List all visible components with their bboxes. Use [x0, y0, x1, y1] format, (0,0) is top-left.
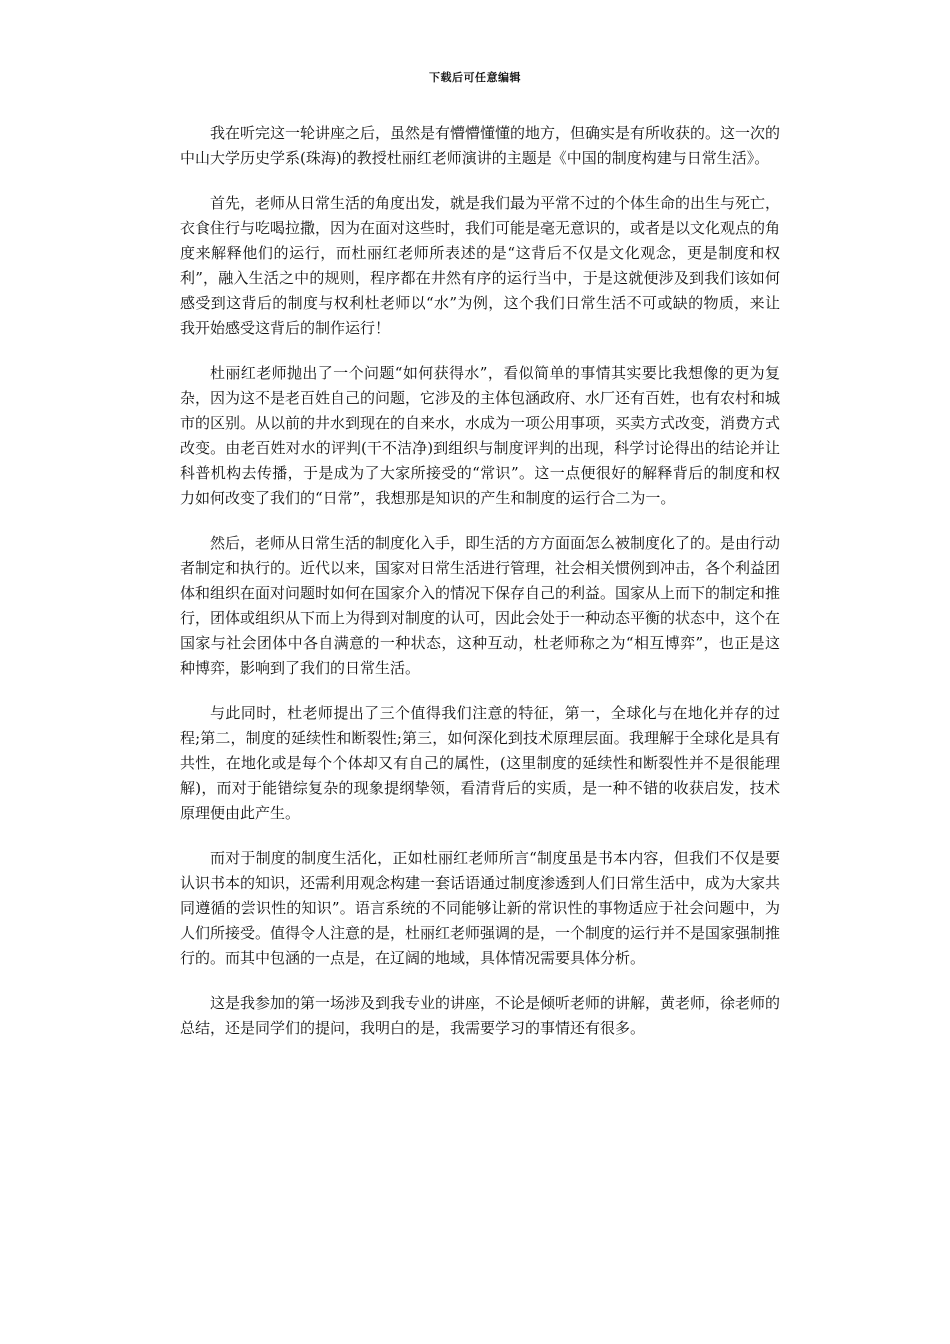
- paragraph-1: 我在听完这一轮讲座之后，虽然是有懵懵懂懂的地方，但确实是有所收获的。这一次的中山大学历史学系(珠海)的教授杜丽红老师演讲的主题是《中国的制度构建与日常生活》。: [180, 124, 781, 167]
- paragraph-7: 这是我参加的第一场涉及到我专业的讲座，不论是倾听老师的讲解，黄老师，徐老师的总结，还是同学们的提问，我明白的是，我需要学习的事情还有很多。: [180, 994, 781, 1037]
- paragraph-4: 然后，老师从日常生活的制度化入手，即生活的方方面面怎么被制度化了的。是由行动者制定和执行的。近代以来，国家对日常生活进行管理，社会相关惯例到冲击，各个利益团体和组织在面对问题时如何在国家介入的情况下保存自己的利益。国家从上而下的制定和推行，团体或组织从下而上为得到对制度的认可，因此会处于一种动态平衡的状态中，这个在国家与社会团体中各自满意的一种状态，这种互动，杜老师称之为“相互博弈”，也正是这种博弈，影响到了我们的日常生活。: [180, 534, 781, 677]
- paragraph-6: 而对于制度的制度生活化，正如杜丽红老师所言“制度虽是书本内容，但我们不仅是要认识书本的知识，还需利用观念构建一套话语通过制度渗透到人们日常生活中，成为大家共同遵循的尝识性的知识”。语言系统的不同能够让新的常识性的事物适应于社会问题中，为人们所接受。值得令人注意的是，杜丽红老师强调的是，一个制度的运行并不是国家强制推行的。而其中包涵的一点是，在辽阔的地域，具体情况需要具体分析。: [180, 849, 781, 967]
- header-note: 下载后可任意编辑: [429, 71, 521, 84]
- document-body: [180, 121, 780, 1061]
- paragraph-5: 与此同时，杜老师提出了三个值得我们注意的特征，第一，全球化与在地化并存的过程;第二，制度的延续性和断裂性;第三，如何深化到技术原理层面。我理解于全球化是具有共性，在地化或是每个个体却又有自己的属性，(这里制度的延续性和断裂性并不是很能理解)，而对于能错综复杂的现象提纲挚领，看清背后的实质，是一种不错的收获启发，技术原理便由此产生。: [180, 704, 780, 822]
- paragraph-2: 首先，老师从日常生活的角度出发，就是我们最为平常不过的个体生命的出生与死亡，衣食住行与吃喝拉撒，因为在面对这些时，我们可能是毫无意识的，或者是以文化观点的角度来解释他们的运行，而杜丽红老师所表述的是“这背后不仅是文化观念，更是制度和权利”，融入生活之中的规则，程序都在井然有序的运行当中，于是这就便涉及到我们该如何感受到这背后的制度与权利杜老师以“水”为例，这个我们日常生活不可或缺的物质，来让我开始感受这背后的制作运行！: [180, 194, 781, 337]
- paragraph-3: 杜丽红老师抛出了一个问题“如何获得水”，看似简单的事情其实要比我想像的更为复杂，因为这不是老百姓自己的问题，它涉及的主体包涵政府、水厂还有百姓，也有农村和城市的区别。从以前的井水到现在的自来水，水成为一项公用事项，买卖方式改变，消费方式改变。由老百姓对水的评判(干不洁净)到组织与制度评判的出现，科学讨论得出的结论并让科普机构去传播，于是成为了大家所接受的“常识”。这一点便很好的解释背后的制度和权力如何改变了我们的“日常”，我想那是知识的产生和制度的运行合二为一。: [180, 364, 781, 507]
